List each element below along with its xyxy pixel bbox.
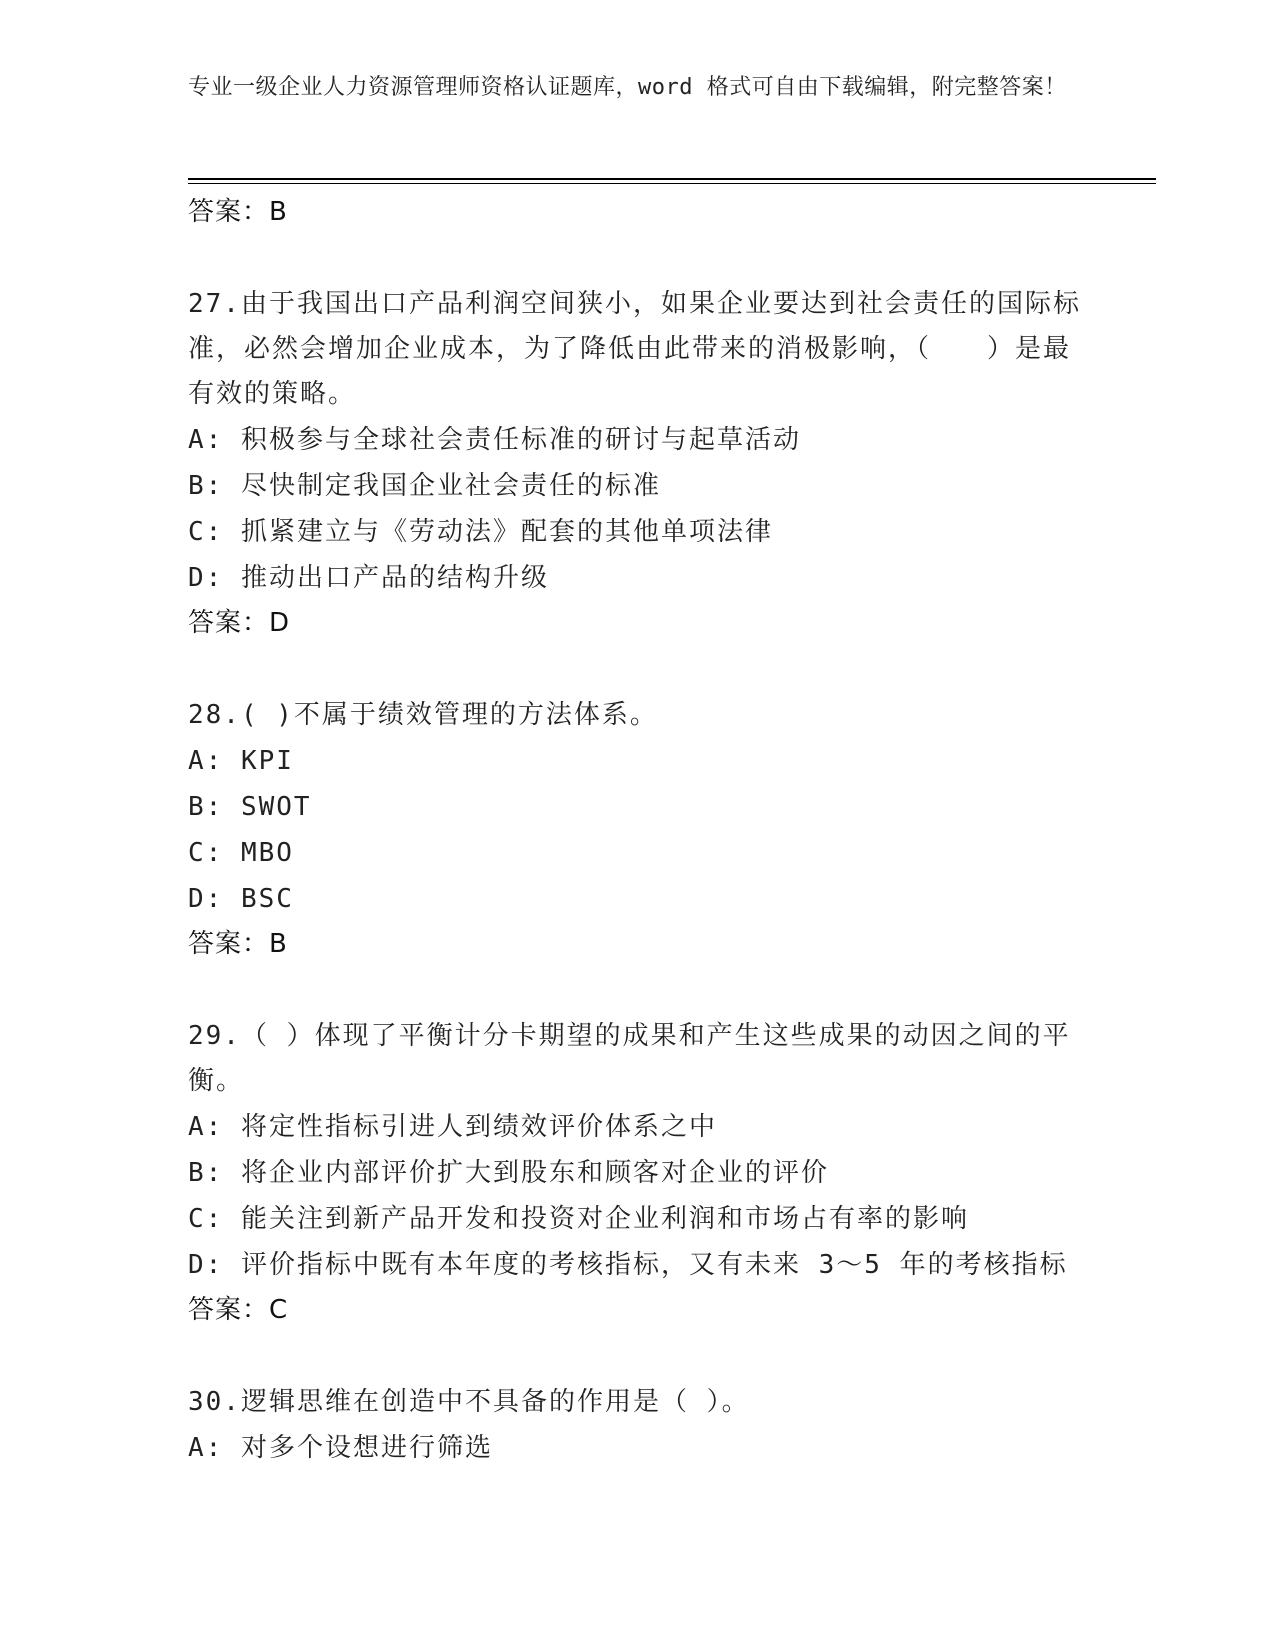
- page-header: 专业一级企业人力资源管理师资格认证题库，word 格式可自由下载编辑，附完整答案！: [188, 75, 1067, 100]
- question-29: [188, 1014, 1088, 1332]
- answer-line: 答案：C: [188, 1295, 289, 1325]
- question-text: 28.( )不属于绩效管理的方法体系。: [188, 700, 658, 730]
- answer-line: 答案：B: [188, 197, 288, 227]
- option-b: B: SWOT: [188, 792, 312, 822]
- question-text: 29.（ ）体现了平衡计分卡期望的成果和产生这些成果的动因之间的平衡。: [188, 1021, 1071, 1096]
- option-a: A: 对多个设想进行筛选: [188, 1433, 493, 1463]
- option-c: C: MBO: [188, 838, 294, 868]
- question-text: 27.由于我国出口产品利润空间狭小，如果企业要达到社会责任的国际标准，必然会增加企业成本，为了降低由此带来的消极影响，（ ）是最有效的策略。: [188, 289, 1081, 409]
- option-c: C: 抓紧建立与《劳动法》配套的其他单项法律: [188, 517, 773, 547]
- option-a: A: 将定性指标引进人到绩效评价体系之中: [188, 1112, 717, 1142]
- option-d: D: 评价指标中既有本年度的考核指标，又有未来 3～5 年的考核指标: [188, 1250, 1068, 1280]
- option-b: B: 尽快制定我国企业社会责任的标准: [188, 471, 661, 501]
- question-27: [188, 282, 1088, 645]
- header-divider-thin: [188, 183, 1156, 184]
- header-divider: [188, 178, 1156, 180]
- option-a: A: 积极参与全球社会责任标准的研讨与起草活动: [188, 425, 801, 455]
- option-b: B: 将企业内部评价扩大到股东和顾客对企业的评价: [188, 1158, 829, 1188]
- answer-line: 答案：B: [188, 929, 288, 959]
- option-c: C: 能关注到新产品开发和投资对企业利润和市场占有率的影响: [188, 1204, 969, 1234]
- question-28: [188, 693, 1088, 966]
- question-30: [188, 1380, 1088, 1471]
- document-body: [188, 190, 1088, 1471]
- question-text: 30.逻辑思维在创造中不具备的作用是（ ）。: [188, 1387, 750, 1417]
- option-d: D: 推动出口产品的结构升级: [188, 563, 549, 593]
- answer-line: 答案：D: [188, 608, 291, 638]
- option-d: D: BSC: [188, 884, 294, 914]
- option-a: A: KPI: [188, 746, 294, 776]
